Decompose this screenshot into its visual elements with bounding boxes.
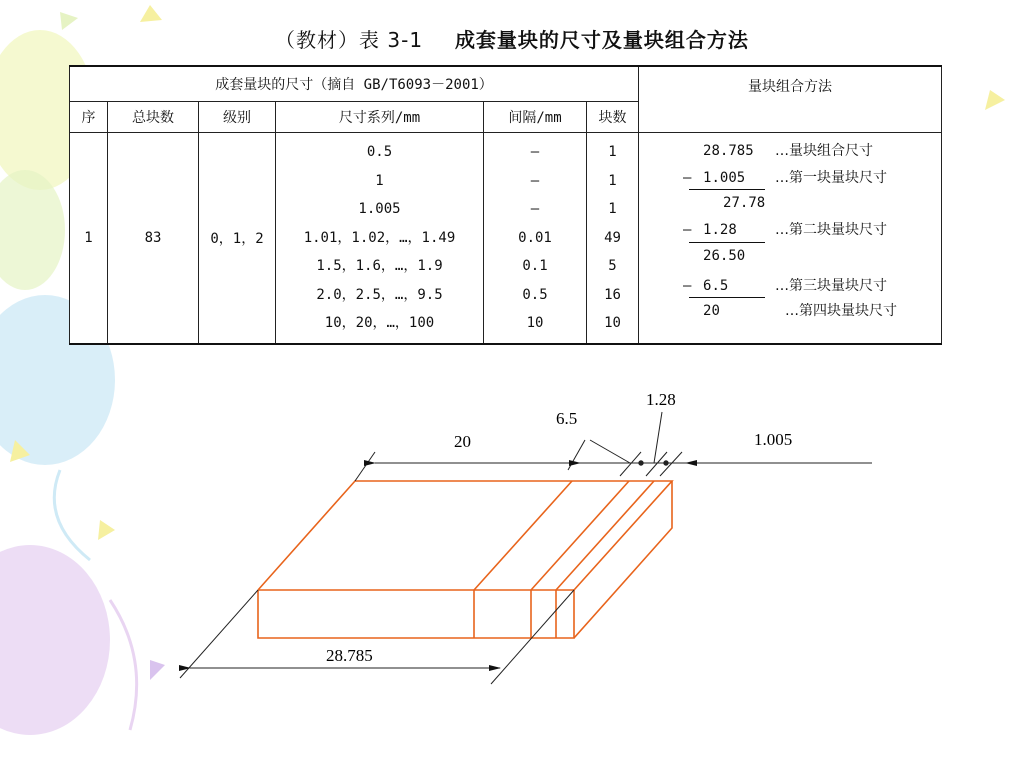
extension-line: [620, 452, 641, 476]
dimension-dot: [664, 461, 668, 465]
block-divider-20: [474, 481, 572, 590]
cell-total: 83: [108, 133, 199, 345]
block-divider-1-28: [556, 481, 654, 590]
step3-value: 6.5: [703, 278, 729, 294]
extension-line: [568, 440, 585, 470]
size-item: 1.5，1.6，…，1.9: [316, 258, 443, 274]
front-face: [258, 590, 574, 638]
minus-sign: —: [683, 222, 692, 238]
label-28-785: 28.785: [326, 646, 373, 665]
minus-sign: —: [683, 170, 692, 186]
interval-item: 0.5: [522, 286, 548, 303]
top-face: [258, 481, 672, 590]
extension-line: [180, 590, 258, 678]
block-stack: [258, 481, 672, 638]
label-1-005: 1.005: [754, 430, 793, 449]
interval-item: —: [530, 144, 540, 160]
remainder1: 27.78: [723, 195, 766, 211]
extension-line: [491, 590, 574, 684]
cell-seq: 1: [70, 133, 108, 345]
header-sizes: 成套量块的尺寸（摘自 GB/T6093－2001）: [70, 66, 639, 102]
col-count: 块数: [587, 102, 639, 133]
step1-value: 1.005: [703, 170, 746, 186]
interval-item: 0.01: [518, 229, 552, 246]
count-item: 1: [608, 201, 617, 217]
count-item: 1: [608, 144, 617, 160]
step1-desc: …第一块量块尺寸: [775, 170, 888, 186]
dimension-lines: [180, 412, 872, 684]
count-item: 1: [608, 172, 617, 189]
title-main: 成套量块的尺寸及量块组合方法: [454, 28, 749, 52]
size-item: 0.5: [366, 144, 393, 160]
step2-value: 1.28: [703, 222, 737, 238]
label-6-5: 6.5: [556, 409, 578, 428]
count-item: 16: [604, 286, 621, 303]
size-item: 1: [375, 172, 384, 189]
step4-value: 20: [703, 303, 720, 319]
target-value: 28.785: [703, 143, 754, 159]
step3-desc: …第三块量块尺寸: [775, 278, 888, 294]
step4-desc: …第四块量块尺寸: [785, 303, 898, 319]
size-item: 2.0，2.5，…，9.5: [316, 286, 443, 303]
interval-item: 10: [526, 315, 544, 331]
count-item: 49: [604, 229, 621, 246]
interval-item: —: [530, 201, 540, 217]
remainder2: 26.50: [703, 248, 746, 264]
label-1-28: 1.28: [646, 390, 676, 409]
label-20: 20: [454, 432, 471, 451]
interval-item: —: [530, 172, 540, 189]
extension-line: [355, 452, 375, 481]
title-prefix: （教材）表 3-1: [275, 28, 424, 52]
interval-item: 0.1: [522, 258, 548, 274]
col-total: 总块数: [108, 102, 199, 133]
col-interval: 间隔/mm: [484, 102, 587, 133]
minus-sign: —: [683, 278, 692, 294]
col-seq: 序: [70, 102, 108, 133]
col-size-series: 尺寸系列/mm: [276, 102, 484, 133]
count-item: 5: [608, 258, 617, 274]
size-item: 1.01，1.02，…，1.49: [303, 229, 456, 246]
leader-6-5: [590, 440, 630, 463]
cell-grade: 0，1，2: [199, 133, 276, 345]
size-item: 1.005: [358, 201, 401, 217]
size-item: 10，20，…，100: [324, 315, 435, 331]
step2-desc: …第二块量块尺寸: [775, 222, 888, 238]
right-face: [574, 481, 672, 638]
col-grade: 级别: [199, 102, 276, 133]
block-divider-6-5: [531, 481, 629, 590]
leader-1-28: [654, 412, 662, 463]
count-item: 10: [604, 315, 621, 331]
target-desc: …量块组合尺寸: [775, 143, 874, 159]
header-method: 量块组合方法: [639, 66, 942, 133]
dimension-dot: [639, 461, 643, 465]
